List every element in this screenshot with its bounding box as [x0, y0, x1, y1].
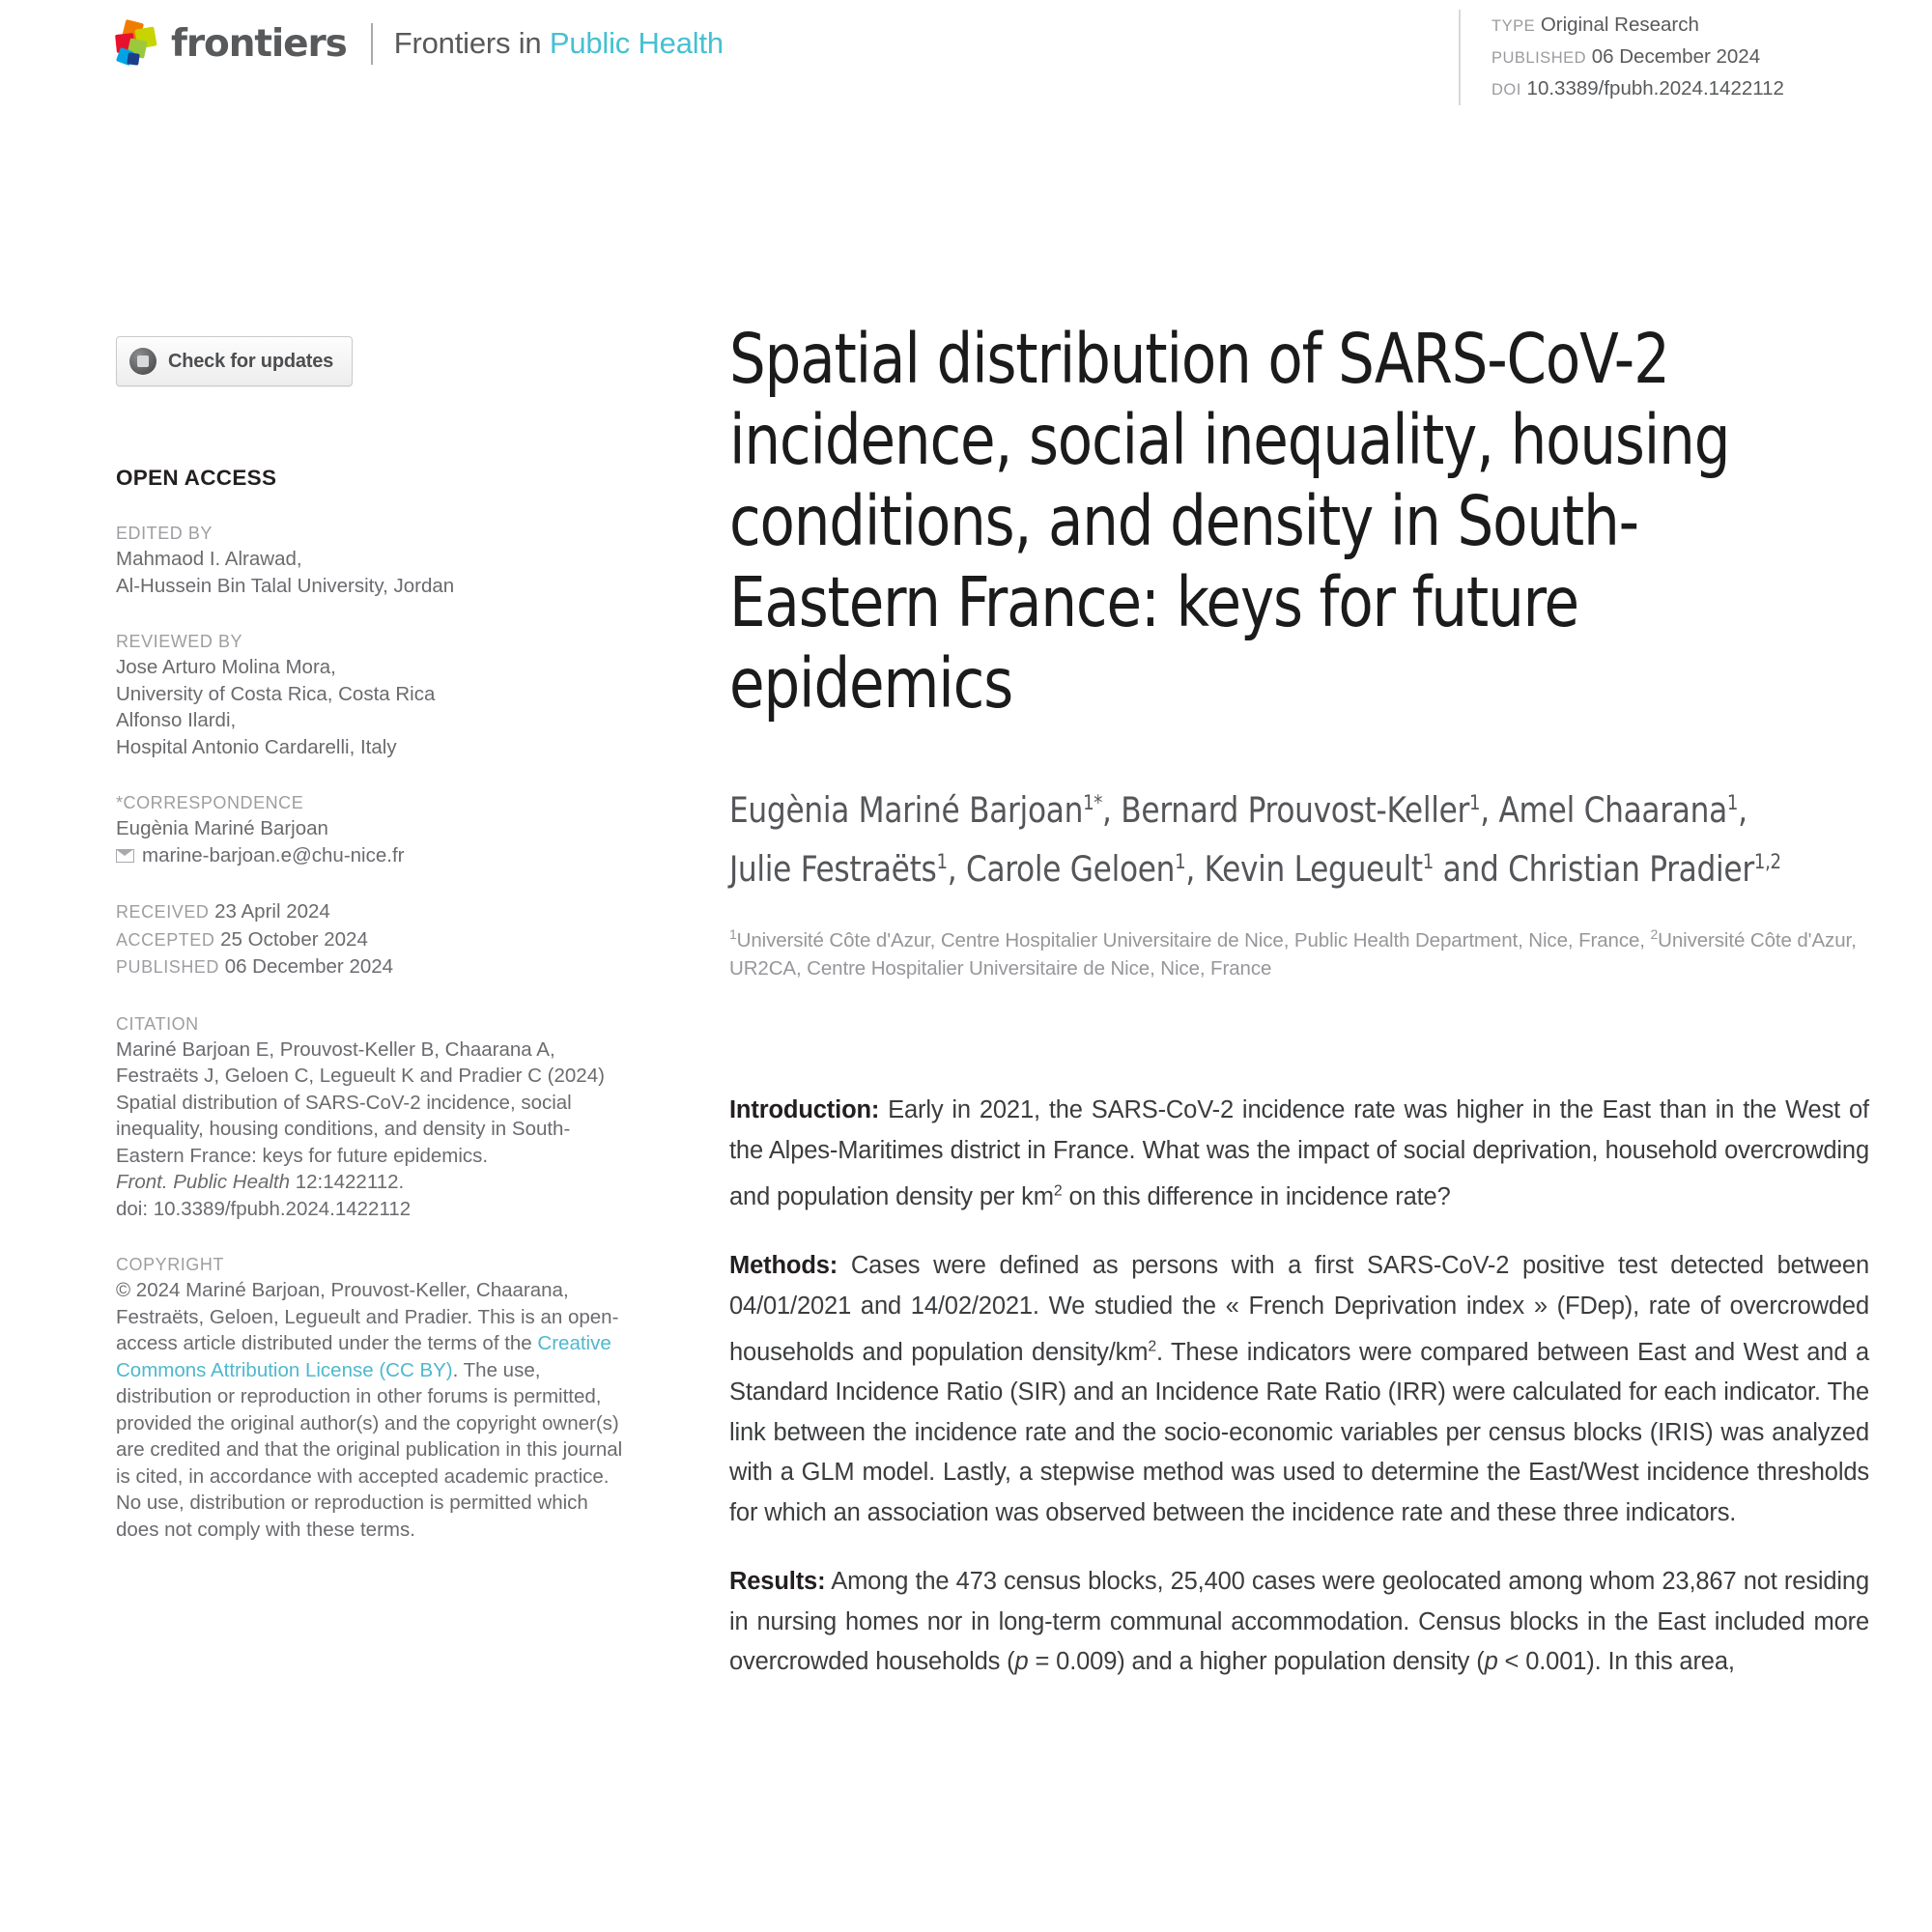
edited-by-block [116, 521, 623, 599]
correspondence-email-row[interactable] [116, 842, 623, 869]
copyright-label: COPYRIGHT [116, 1255, 224, 1274]
meta-row-type [1492, 10, 1932, 42]
journal-title-accent: Public Health [549, 26, 724, 60]
citation-journal-line [116, 1169, 623, 1196]
citation-label: CITATION [116, 1013, 199, 1034]
correspondence-name: Eugènia Mariné Barjoan [116, 817, 328, 839]
copyright-block [116, 1252, 623, 1543]
abstract-lead-methods: Methods: [729, 1252, 838, 1280]
author-list: Eugènia Mariné Barjoan$^{1*}$, Bernard Prouvost-Keller$^1$, Amel Chaarana$^1$, Julie Festraëts$^1$, Carole Geloen$^1$, Kevin Legueult$^1$ and Christian Pradier$^{1,2}$ [729, 789, 1781, 891]
date-value-accepted: 25 October 2024 [220, 927, 368, 951]
check-for-updates-button[interactable] [116, 336, 353, 386]
frontiers-wordmark: frontiers [171, 21, 347, 66]
meta-row-doi [1492, 73, 1932, 105]
date-label-published: PUBLISHED [116, 957, 219, 977]
check-for-updates-label: Check for updates [168, 350, 334, 372]
date-value-published: 06 December 2024 [224, 955, 394, 978]
date-label-received: RECEIVED [116, 902, 210, 922]
frontiers-logo-icon [114, 21, 158, 66]
edited-by-line: Al-Hussein Bin Talal University, Jordan [116, 574, 455, 597]
copyright-text [116, 1277, 623, 1543]
citation-journal-name: Front. Public Health [116, 1171, 291, 1193]
meta-label-type: TYPE [1492, 17, 1536, 35]
abstract-paragraph-introduction [729, 1091, 1869, 1217]
copyright-part-one: © 2024 Mariné Barjoan, Prouvost-Keller, Chaarana, Festraëts, Geloen, Legueult and Pradier. This is an open-access article distributed under the terms of the [116, 1279, 619, 1354]
article-main [729, 319, 1869, 1712]
journal-title-prefix: Frontiers in [393, 26, 550, 60]
meta-row-published [1492, 42, 1932, 73]
abstract-lead-introduction: Introduction: [729, 1096, 880, 1124]
meta-value-type: Original Research [1540, 14, 1699, 36]
meta-label-published: PUBLISHED [1492, 49, 1587, 67]
edited-by-line: Mahmaod I. Alrawad, [116, 548, 302, 570]
correspondence-block [116, 790, 623, 868]
abstract-lead-results: Results: [729, 1568, 826, 1596]
page-masthead [0, 0, 1932, 116]
open-access-heading: OPEN ACCESS [116, 466, 277, 490]
citation-text: Mariné Barjoan E, Prouvost-Keller B, Chaarana A, Festraëts J, Geloen C, Legueult K and Pradier C (2024) Spatial distribution of SARS-CoV-2 incidence, social inequality, housing conditions, and density in South-Eastern France: keys for future epidemics. [116, 1037, 605, 1167]
crossmark-icon [129, 348, 156, 375]
date-value-received: 23 April 2024 [214, 900, 330, 923]
frontiers-brand[interactable] [114, 17, 724, 70]
citation-block [116, 1011, 623, 1223]
envelope-icon [116, 849, 134, 863]
citation-doi[interactable]: doi: 10.3389/fpubh.2024.1422112 [116, 1197, 412, 1220]
reviewed-by-line: University of Costa Rica, Costa Rica [116, 682, 436, 705]
copyright-part-two: . The use, distribution or reproduction in other forums is permitted, provided the original author(s) and the copyright owner(s) are credited and that the original publication in this journal is cited, in accordance with accepted academic practice. No use, distribution or reproduction is permitted which does not comply with these terms. [116, 1358, 623, 1541]
abstract-body-methods: Cases were defined as persons with a first SARS-CoV-2 positive test detected between 04/01/2021 and 14/02/2021. We studied the « French Deprivation index » (FDep), rate of overcrowded households and population density/$km^2$. These indicators were compared between East and West and a Standard Incidence Ratio (SIR) and an Incidence Rate Ratio (IRR) were calculated for each indicator. The link between the incidence rate and the socio-economic variables per census blocks (IRIS) was analyzed with a GLM model. Lastly, a stepwise method was used to determine the East/West incidence thresholds for which an association was observed between the incidence rate and these three indicators. [729, 1252, 1869, 1526]
citation-volume: 12:1422112. [290, 1171, 405, 1193]
dates-block [116, 898, 623, 981]
meta-value-published: 06 December 2024 [1591, 45, 1761, 68]
correspondence-email[interactable]: marine-barjoan.e@chu-nice.fr [142, 843, 405, 867]
journal-title [394, 26, 724, 61]
meta-value-doi[interactable]: 10.3389/fpubh.2024.1422112 [1526, 77, 1784, 99]
article-title: Spatial distribution of SARS-CoV-2 incidence, social inequality, housing conditions, and density in South-Eastern France: keys for future epidemics [729, 319, 1730, 724]
brand-divider [371, 23, 373, 65]
author-affiliations: $^1$Université Côte d'Azur, Centre Hospitalier Universitaire de Nice, Public Health Department, Nice, France, $^2$Université Côte d'Azur, UR2CA, Centre Hospitalier Universitaire de Nice, Nice, France [729, 926, 1857, 980]
correspondence-label: *CORRESPONDENCE [116, 793, 304, 812]
reviewed-by-line: Hospital Antonio Cardarelli, Italy [116, 735, 397, 758]
abstract-paragraph-methods [729, 1246, 1869, 1533]
abstract-paragraph-results [729, 1562, 1869, 1683]
reviewed-by-label: REVIEWED BY [116, 632, 243, 651]
abstract-section [729, 1091, 1869, 1683]
meta-label-doi: DOI [1492, 81, 1521, 99]
reviewed-by-line: Jose Arturo Molina Mora, [116, 656, 336, 678]
abstract-body-introduction: Early in 2021, the SARS-CoV-2 incidence rate was higher in the East than in the West of the Alpes-Maritimes district in France. What was the impact of social deprivation, household overcrowding and population density per $km^2$ on this difference in incidence rate? [729, 1096, 1869, 1210]
cc-by-license-link[interactable]: Creative Commons Attribution License (CC BY) [116, 1332, 611, 1381]
reviewed-by-line: Alfonso Ilardi, [116, 709, 237, 731]
edited-by-label: EDITED BY [116, 524, 213, 543]
date-row-accepted [116, 926, 623, 954]
date-label-accepted: ACCEPTED [116, 929, 215, 950]
abstract-body-results: Among the 473 census blocks, 25,400 cases were geolocated among whom 23,867 not residing in nursing homes nor in long-term communal accommodation. Census blocks in the East included more overcrowded households (p = 0.009) and a higher population density (p < 0.001). In this area, [729, 1568, 1869, 1676]
date-row-received [116, 898, 623, 926]
date-row-published [116, 953, 623, 981]
reviewed-by-block [116, 629, 623, 760]
article-sidebar [116, 336, 623, 1543]
publication-metadata [1459, 10, 1932, 105]
